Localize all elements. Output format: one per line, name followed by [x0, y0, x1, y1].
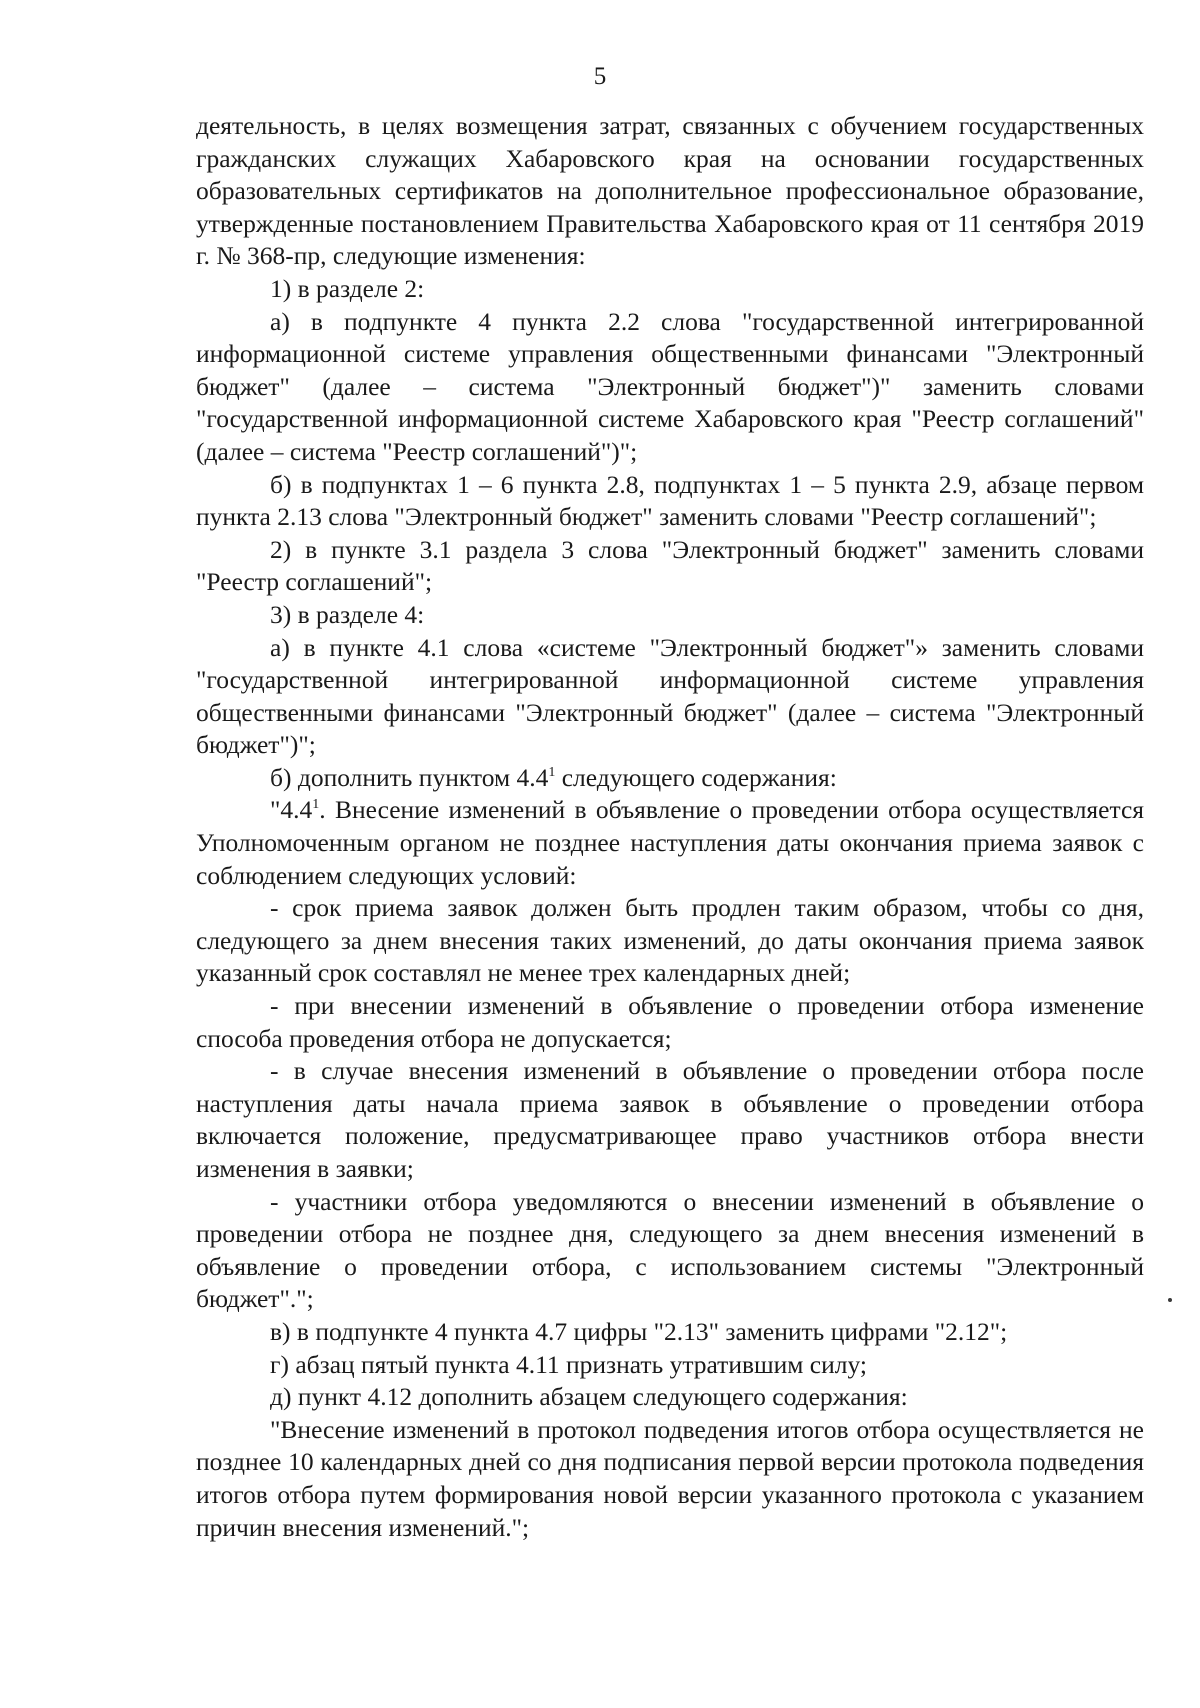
condition-item: - срок приема заявок должен быть продлен таким образом, чтобы со дня, следующего за днем внесения таких изменений, до даты окончания приема заявок указанный срок составлял не менее трех календарных дней; [196, 893, 1144, 988]
quote-point-number: "4.4 [270, 795, 313, 825]
item-3-section-4: 3) в разделе 4: [270, 599, 425, 629]
subitem-b-supplement [196, 762, 1144, 795]
quote-point-4-4-1 [196, 794, 1144, 892]
quote-point-text: . Внесение изменений в объявление о проведении отбора осуществляется Уполномоченным органом не позднее наступления даты окончания приема заявок с соблюдением следующих условий: [196, 795, 1144, 890]
document-body [196, 110, 1144, 1544]
subitem-g-4-11: г) абзац пятый пункта 4.11 признать утратившим силу; [270, 1349, 867, 1379]
superscript-mark: 1 [312, 797, 320, 813]
item-2-point-3-1: 2) в пункте 3.1 раздела 3 слова "Электронный бюджет" заменить словами "Реестр соглашений"; [196, 534, 1144, 597]
superscript-mark: 1 [548, 764, 556, 780]
quote-protocol-changes: "Внесение изменений в протокол подведения итогов отбора осуществляется не позднее 10 календарных дней со дня подписания первой версии протокола подведения итогов отбора путем формирования новой версии указанного протокола с указанием причин внесения изменений."; [196, 1414, 1144, 1542]
item-1-section-2: 1) в разделе 2: [270, 273, 425, 303]
subitem-a-2-2: а) в подпункте 4 пункта 2.2 слова "государственной интегрированной информационной системе управления общественными финансами "Электронный бюджет" (далее – система "Электронный бюджет")" заменить словами "государственной информационной системе Хабаровского края "Реестр соглашений" (далее – система "Реестр соглашений")"; [196, 306, 1144, 466]
condition-item: - в случае внесения изменений в объявление о проведении отбора после наступления даты начала приема заявок в объявление о проведении отбора включается положение, предусматривающее право участников отбора внести изменения в заявки; [196, 1056, 1144, 1183]
subitem-a-4-1: а) в пункте 4.1 слова «системе "Электронный бюджет"» заменить словами "государственной интегрированной информационной системе управления общественными финансами "Электронный бюджет" (далее – система "Электронный бюджет")"; [196, 632, 1144, 760]
subitem-b-text-start: б) дополнить пунктом 4.4 [270, 762, 549, 792]
condition-item: - при внесении изменений в объявление о проведении отбора изменение способа проведения отбора не допускается; [196, 991, 1144, 1053]
scan-speck [1168, 1298, 1172, 1302]
subitem-b-2-8: б) в подпунктах 1 – 6 пункта 2.8, подпунктах 1 – 5 пункта 2.9, абзаце первом пункта 2.13 слова "Электронный бюджет" заменить словами "Реестр соглашений"; [196, 469, 1144, 532]
subitem-b-text-end: следующего содержания: [555, 762, 837, 792]
condition-item: - участники отбора уведомляются о внесении изменений в объявление о проведении отбора не позднее дня, следующего за днем внесения изменений в объявление о проведении отбора, с использованием системы "Электронный бюджет"."; [196, 1186, 1144, 1314]
subitem-d-4-12: д) пункт 4.12 дополнить абзацем следующего содержания: [270, 1382, 908, 1412]
intro-paragraph: деятельность, в целях возмещения затрат, связанных с обучением государственных гражданских служащих Хабаровского края на основании государственных образовательных сертификатов на дополнительное профессиональное образование, утвержденные постановлением Правительства Хабаровского края от 11 сентября 2019 г. № 368-пр, следующие изменения: [196, 111, 1144, 271]
subitem-v-4-7: в) в подпункте 4 пункта 4.7 цифры "2.13" заменить цифрами "2.12"; [270, 1316, 1008, 1346]
page-number: 5 [593, 63, 607, 90]
